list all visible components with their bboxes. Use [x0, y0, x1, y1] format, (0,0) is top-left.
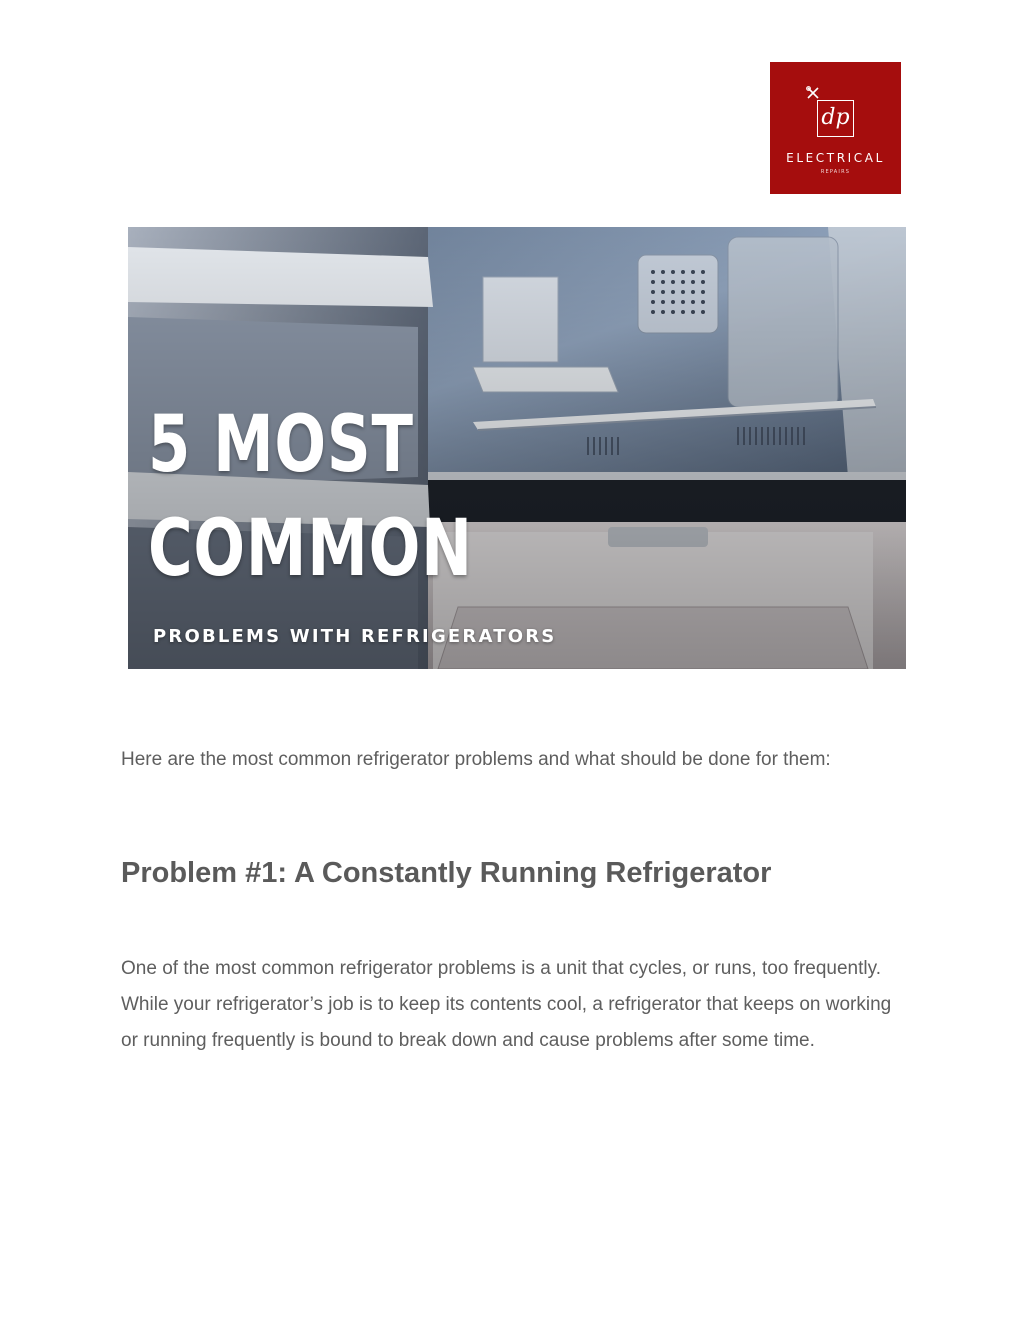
section-heading: Problem #1: A Constantly Running Refrigerator — [121, 857, 772, 889]
hero-title-line-2: COMMON — [148, 504, 473, 594]
logo-monogram-frame — [817, 100, 854, 137]
hero-subtitle: PROBLEMS WITH REFRIGERATORS — [153, 626, 557, 647]
body-paragraph: One of the most common refrigerator problems is a unit that cycles, or runs, too frequently. While your refrigerator’s job is to keep its contents cool, a refrigerator that keeps on working or running frequently is bound to break down and cause problems after some time. — [121, 958, 892, 1051]
logo-wordmark: ELECTRICAL — [786, 151, 885, 165]
company-logo — [770, 62, 901, 194]
tools-icon — [806, 86, 820, 100]
logo-subtitle: REPAIRS — [820, 169, 851, 175]
hero-image — [128, 227, 906, 669]
hero-title-line-1: 5 MOST — [148, 400, 414, 490]
logo-monogram: dp — [821, 105, 850, 130]
intro-text: Here are the most common refrigerator problems and what should be done for them: — [121, 749, 831, 770]
hero-title — [148, 393, 473, 601]
